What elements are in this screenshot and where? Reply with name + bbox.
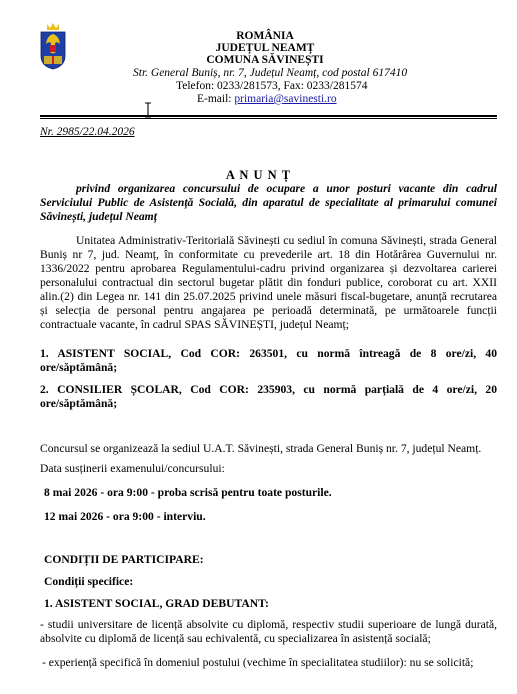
condition-experience: - experiență specifică în domeniul postului (vechime în specialitatea studiilor): nu se solicită; [42, 656, 474, 669]
header-divider-thin [40, 118, 497, 119]
registration-number: Nr. 2985/22.04.2026 [40, 126, 135, 138]
position-line: 1. ASISTENT SOCIAL, Cod COR: 263501, cu normă întreagă de 8 ore/zi, 40 [40, 347, 497, 360]
intro-line: Unitatea Administrativ-Teritorială Săvinești cu sediul în comuna Săvinești, strada General [76, 234, 497, 247]
exam-date-label: Data susținerii examenului/concursului: [40, 462, 225, 475]
intro-line: alin.(2) din Legea nr. 141 din 25.07.2025 privind unele măsuri fiscal-bugetare, anunță recrutarea [40, 290, 497, 303]
intro-paragraph [40, 234, 497, 332]
subtitle-line: Săvinești, județul Neamț [40, 210, 157, 223]
header-address: Str. General Buniș, nr. 7, Județul Neamț, cod postal 617410 [133, 67, 408, 79]
announcement-title: A N U N Ț [225, 168, 292, 182]
header-divider [40, 115, 497, 117]
exam-location: Concursul se organizează la sediul U.A.T. Săvinești, strada General Buniș nr. 7, județul Neamț. [40, 442, 482, 455]
header-phone-fax: Telefon: 0233/281573, Fax: 0233/281574 [176, 80, 368, 92]
position-line: ore/săptămână; [40, 361, 118, 374]
exam-date-1: 8 mai 2026 - ora 9:00 - proba scrisă pentru toate posturile. [44, 486, 332, 499]
subtitle-line: Serviciului Public de Asistență Socială, din aparatul de specialitate al primarului comunei [40, 196, 497, 209]
intro-line: și selecția de personal pentru angajarea pe perioadă determinată, pe următoarele funcții [40, 304, 497, 317]
email-label: E-mail: [197, 93, 235, 105]
condition-line: absolvite cu diplomă de licență sau echivalentă, cu specializarea în asistență socială; [40, 632, 431, 645]
conditions-title: CONDIȚII DE PARTICIPARE: [44, 553, 204, 566]
intro-line: Buniș nr 7, jud. Neamț, în conformitate cu prevederile art. 18 din Hotărârea Guvernului nr. [40, 248, 497, 261]
intro-line: contractuale vacante, în cadrul SPAS SĂVINEȘTI, județul Neamț; [40, 318, 349, 331]
intro-line: personalului contractual din sectorul bugetar plătit din fonduri publice, coroborat cu art. XXII [40, 276, 497, 289]
position-line: 2. CONSILIER ȘCOLAR, Cod COR: 235903, cu normă parțială de 4 ore/zi, 20 [40, 383, 497, 396]
email-link[interactable]: primaria@savinesti.ro [234, 93, 337, 105]
intro-line: 1336/2022 pentru aprobarea Regulamentului-cadru privind organizarea și dezvoltarea carierei [40, 262, 497, 275]
condition-studies [40, 618, 497, 646]
header-country: ROMÂNIA [236, 30, 294, 42]
specific-conditions-title: Condiții specifice: [44, 575, 134, 588]
header-county: JUDEȚUL NEAMȚ [215, 42, 315, 54]
announcement-subtitle [40, 182, 497, 224]
exam-date-2: 12 mai 2026 - ora 9:00 - interviu. [44, 510, 206, 523]
condition-line: - studii universitare de licență absolvite cu diplomă, respectiv studii superioare de lungă durată, [40, 618, 497, 631]
header-commune: COMUNA SĂVINEȘTI [206, 54, 324, 66]
subtitle-line: privind organizarea concursului de ocupare a unor posturi vacante din cadrul [76, 182, 497, 195]
position-1 [40, 347, 497, 375]
position-line: ore/săptămână; [40, 397, 118, 410]
position-conditions-title: 1. ASISTENT SOCIAL, GRAD DEBUTANT: [44, 597, 269, 610]
position-2 [40, 383, 497, 411]
coat-of-arms-logo [38, 22, 68, 70]
header-email-line [197, 93, 337, 105]
